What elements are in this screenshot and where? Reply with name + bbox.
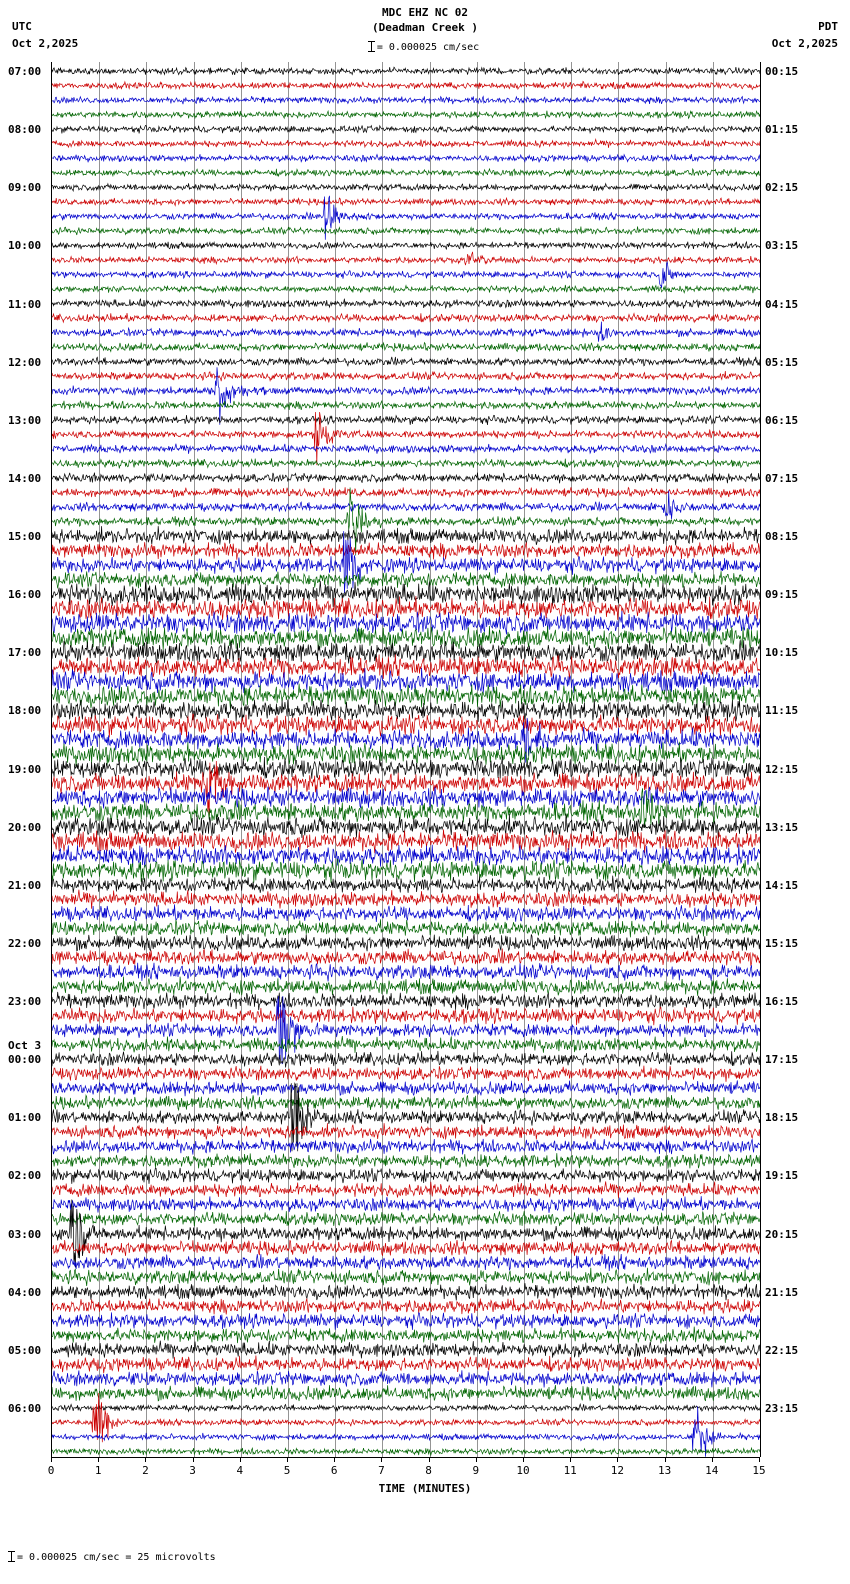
x-axis-tick — [523, 1457, 524, 1462]
utc-time-label: 19:00 — [8, 762, 42, 776]
utc-time-label: 18:00 — [8, 704, 42, 718]
seismic-trace — [52, 571, 760, 588]
x-axis-tick — [98, 1457, 99, 1462]
seismic-trace — [52, 1051, 760, 1068]
seismic-trace — [52, 934, 760, 951]
seismic-trace — [52, 904, 760, 922]
x-axis-tick-label: 12 — [610, 1464, 625, 1477]
x-axis-tick — [759, 1457, 760, 1462]
utc-time-label: 23:00 — [8, 995, 42, 1008]
x-axis-tick-label: 1 — [94, 1464, 102, 1477]
utc-time-label: 21:00 — [8, 878, 42, 892]
pdt-time-label: 04:15 — [765, 297, 799, 311]
seismic-trace — [52, 1181, 760, 1198]
utc-time-label: 01:00 — [8, 1111, 42, 1125]
seismic-trace — [52, 876, 760, 894]
utc-time-label: 03:00 — [8, 1227, 42, 1241]
pdt-date-label: Oct 2,2025 — [771, 37, 838, 50]
seismic-trace — [52, 1066, 760, 1082]
scale-legend-text: = 0.000025 cm/sec — [376, 42, 480, 53]
utc-time-label: 13:00 — [8, 413, 42, 427]
seismic-trace — [52, 1168, 760, 1184]
seismic-trace — [52, 786, 760, 808]
pdt-time-label: 17:15 — [765, 1053, 799, 1067]
seismic-trace — [52, 1007, 760, 1025]
pdt-time-label: 00:15 — [765, 65, 799, 78]
helicorder-plot — [51, 62, 761, 1457]
utc-time-label: Oct 3 — [8, 1038, 42, 1052]
seismic-trace — [52, 1268, 760, 1286]
pdt-time-label: 21:15 — [765, 1285, 799, 1299]
pdt-time-label: 19:15 — [765, 1169, 799, 1183]
pdt-time-label: 14:15 — [765, 878, 799, 892]
seismic-trace — [52, 1200, 760, 1268]
seismic-trace — [52, 313, 760, 322]
seismic-trace — [52, 963, 760, 982]
pdt-time-label: 02:15 — [765, 181, 799, 195]
seismic-trace — [52, 444, 760, 454]
seismic-trace — [52, 262, 760, 288]
x-axis-tick-label: 14 — [705, 1464, 719, 1477]
x-axis-tick-label: 3 — [189, 1464, 196, 1477]
pdt-time-label: 13:15 — [765, 820, 799, 834]
seismic-trace — [52, 488, 760, 556]
seismic-trace — [52, 1283, 760, 1300]
seismic-trace — [52, 67, 760, 75]
utc-time-label: 12:00 — [8, 355, 42, 369]
utc-time-label: 16:00 — [8, 588, 42, 602]
seismic-trace — [52, 1138, 760, 1154]
utc-time-label: 22:00 — [8, 936, 42, 950]
x-axis-tick — [665, 1457, 666, 1462]
x-axis-tick — [381, 1457, 382, 1462]
utc-time-label: 00:00 — [8, 1053, 42, 1067]
pdt-time-label: 06:15 — [765, 413, 799, 427]
seismic-trace — [52, 1153, 760, 1169]
location-label: (Deadman Creek ) — [372, 21, 478, 34]
seismic-trace — [52, 1448, 760, 1455]
x-axis-tick — [617, 1457, 618, 1462]
seismic-trace — [52, 299, 760, 309]
x-axis-tick-label: 15 — [752, 1464, 766, 1477]
x-axis-tick-label: 5 — [283, 1464, 291, 1477]
seismic-trace — [52, 154, 760, 162]
seismic-trace — [52, 322, 760, 342]
utc-time-label: 05:00 — [8, 1343, 42, 1357]
footer-note — [8, 1549, 216, 1563]
utc-time-label: 07:00 — [8, 65, 42, 78]
utc-time-label: 11:00 — [8, 297, 42, 311]
chart-title — [0, 5, 850, 35]
seismic-trace — [52, 531, 760, 593]
x-axis-title: TIME (MINUTES) — [378, 1482, 472, 1495]
x-axis-tick-label: 6 — [330, 1464, 338, 1477]
seismic-trace — [52, 1312, 760, 1329]
seismic-trace — [52, 96, 760, 104]
seismic-trace — [52, 1080, 760, 1096]
seismic-trace — [52, 401, 760, 410]
seismic-trace — [52, 111, 760, 119]
seismic-trace — [52, 949, 760, 966]
x-axis-tick-label: 13 — [657, 1464, 672, 1477]
pdt-time-label: 03:15 — [765, 239, 799, 253]
utc-time-label: 04:00 — [8, 1285, 42, 1299]
seismic-trace — [52, 342, 760, 351]
seismic-trace — [52, 992, 760, 1010]
seismic-trace — [52, 458, 760, 468]
x-axis-tick-label: 8 — [425, 1464, 432, 1477]
seismic-trace — [52, 227, 760, 236]
station-label: MDC EHZ NC 02 — [381, 6, 469, 19]
pdt-time-label: 10:15 — [765, 646, 799, 660]
trace-canvas — [52, 62, 760, 1457]
x-axis-tick — [51, 1457, 52, 1462]
seismic-trace — [52, 1211, 760, 1226]
footer-note-text: = 0.000025 cm/sec = 25 microvolts — [17, 1552, 216, 1563]
seismic-trace — [52, 81, 760, 89]
x-axis-tick — [334, 1457, 335, 1462]
seismic-trace — [52, 757, 760, 779]
seismic-trace — [52, 1341, 760, 1359]
x-axis-tick — [193, 1457, 194, 1462]
x-axis-tick-label: 9 — [472, 1464, 480, 1477]
seismic-trace — [52, 1240, 760, 1256]
utc-time-label: 17:00 — [8, 646, 42, 660]
pdt-time-label: 16:15 — [765, 995, 799, 1008]
seismic-trace — [52, 1356, 760, 1374]
seismic-trace — [52, 1123, 760, 1139]
seismic-trace — [52, 139, 760, 147]
seismic-trace — [52, 668, 760, 693]
pdt-time-label: 01:15 — [765, 123, 799, 137]
seismic-trace — [52, 1404, 760, 1411]
x-axis-tick-label: 7 — [378, 1464, 385, 1477]
utc-date-label: Oct 2,2025 — [12, 37, 79, 50]
x-axis-tick — [476, 1457, 477, 1462]
pdt-time-label: 05:15 — [765, 355, 799, 369]
scale-bar-icon — [371, 41, 372, 52]
x-axis-tick — [240, 1457, 241, 1462]
seismic-trace — [52, 542, 760, 560]
pdt-time-label: 07:15 — [765, 471, 799, 485]
seismic-trace — [52, 490, 760, 519]
pdt-time-label: 15:15 — [765, 936, 799, 950]
utc-zone-label: UTC — [12, 20, 32, 33]
seismic-trace — [52, 814, 760, 838]
pdt-time-label: 08:15 — [765, 530, 799, 543]
seismic-trace — [52, 844, 760, 867]
seismic-trace — [52, 357, 760, 367]
utc-time-label: 02:00 — [8, 1169, 42, 1183]
utc-time-label: 20:00 — [8, 820, 42, 834]
x-axis-tick-label: 4 — [236, 1464, 244, 1477]
seismic-trace — [52, 1298, 760, 1314]
seismic-trace — [52, 829, 760, 853]
x-axis-tick — [287, 1457, 288, 1462]
x-axis-tick — [712, 1457, 713, 1462]
pdt-time-label: 11:15 — [765, 704, 799, 718]
x-axis-tick-label: 11 — [563, 1464, 577, 1477]
x-axis-tick-label: 10 — [516, 1464, 530, 1477]
pdt-time-label: 12:15 — [765, 762, 799, 776]
footer-scale-bar-icon — [11, 1551, 12, 1562]
utc-time-label: 08:00 — [8, 123, 42, 137]
seismic-trace — [52, 169, 760, 177]
seismic-trace — [52, 241, 760, 249]
utc-time-label: 14:00 — [8, 471, 42, 485]
seismic-trace — [52, 371, 760, 381]
seismic-trace — [52, 1327, 760, 1344]
x-axis-tick — [429, 1457, 430, 1462]
pdt-time-label: 22:15 — [765, 1343, 799, 1357]
seismic-trace — [52, 125, 760, 133]
x-axis-line — [51, 1457, 760, 1458]
seismic-trace — [52, 859, 760, 883]
seismic-trace — [52, 1036, 760, 1053]
utc-time-label: 15:00 — [8, 530, 42, 543]
seismic-trace — [52, 714, 760, 738]
utc-time-label: 06:00 — [8, 1401, 42, 1415]
pdt-zone-label: PDT — [818, 20, 838, 33]
seismic-trace — [52, 1254, 760, 1271]
seismic-trace — [52, 1095, 760, 1110]
pdt-time-label: 23:15 — [765, 1401, 799, 1415]
seismic-trace — [52, 183, 760, 191]
pdt-time-label: 09:15 — [765, 588, 799, 602]
seismic-trace — [52, 473, 760, 484]
seismic-trace — [52, 252, 760, 265]
seismic-trace — [52, 684, 760, 709]
seismic-trace — [52, 1370, 760, 1387]
seismic-trace — [52, 285, 760, 293]
seismic-trace — [52, 919, 760, 937]
seismic-trace — [52, 1385, 760, 1401]
seismic-trace — [52, 1083, 760, 1151]
utc-time-label: 09:00 — [8, 181, 42, 195]
seismic-trace — [52, 977, 760, 996]
pdt-time-label: 18:15 — [765, 1111, 799, 1125]
seismic-trace — [52, 198, 760, 206]
seismic-trace — [52, 487, 760, 497]
seismic-trace — [52, 526, 760, 545]
x-axis-tick-label: 0 — [47, 1464, 55, 1477]
seismic-trace — [52, 1196, 760, 1213]
utc-time-label: 10:00 — [8, 239, 42, 253]
x-axis-tick-label: 2 — [142, 1464, 149, 1477]
x-axis-tick — [145, 1457, 146, 1462]
seismic-trace — [52, 415, 760, 425]
seismic-trace — [52, 640, 760, 663]
pdt-time-label: 20:15 — [765, 1227, 799, 1241]
scale-legend — [0, 39, 850, 53]
x-axis-tick — [570, 1457, 571, 1462]
seismic-trace — [52, 742, 760, 767]
